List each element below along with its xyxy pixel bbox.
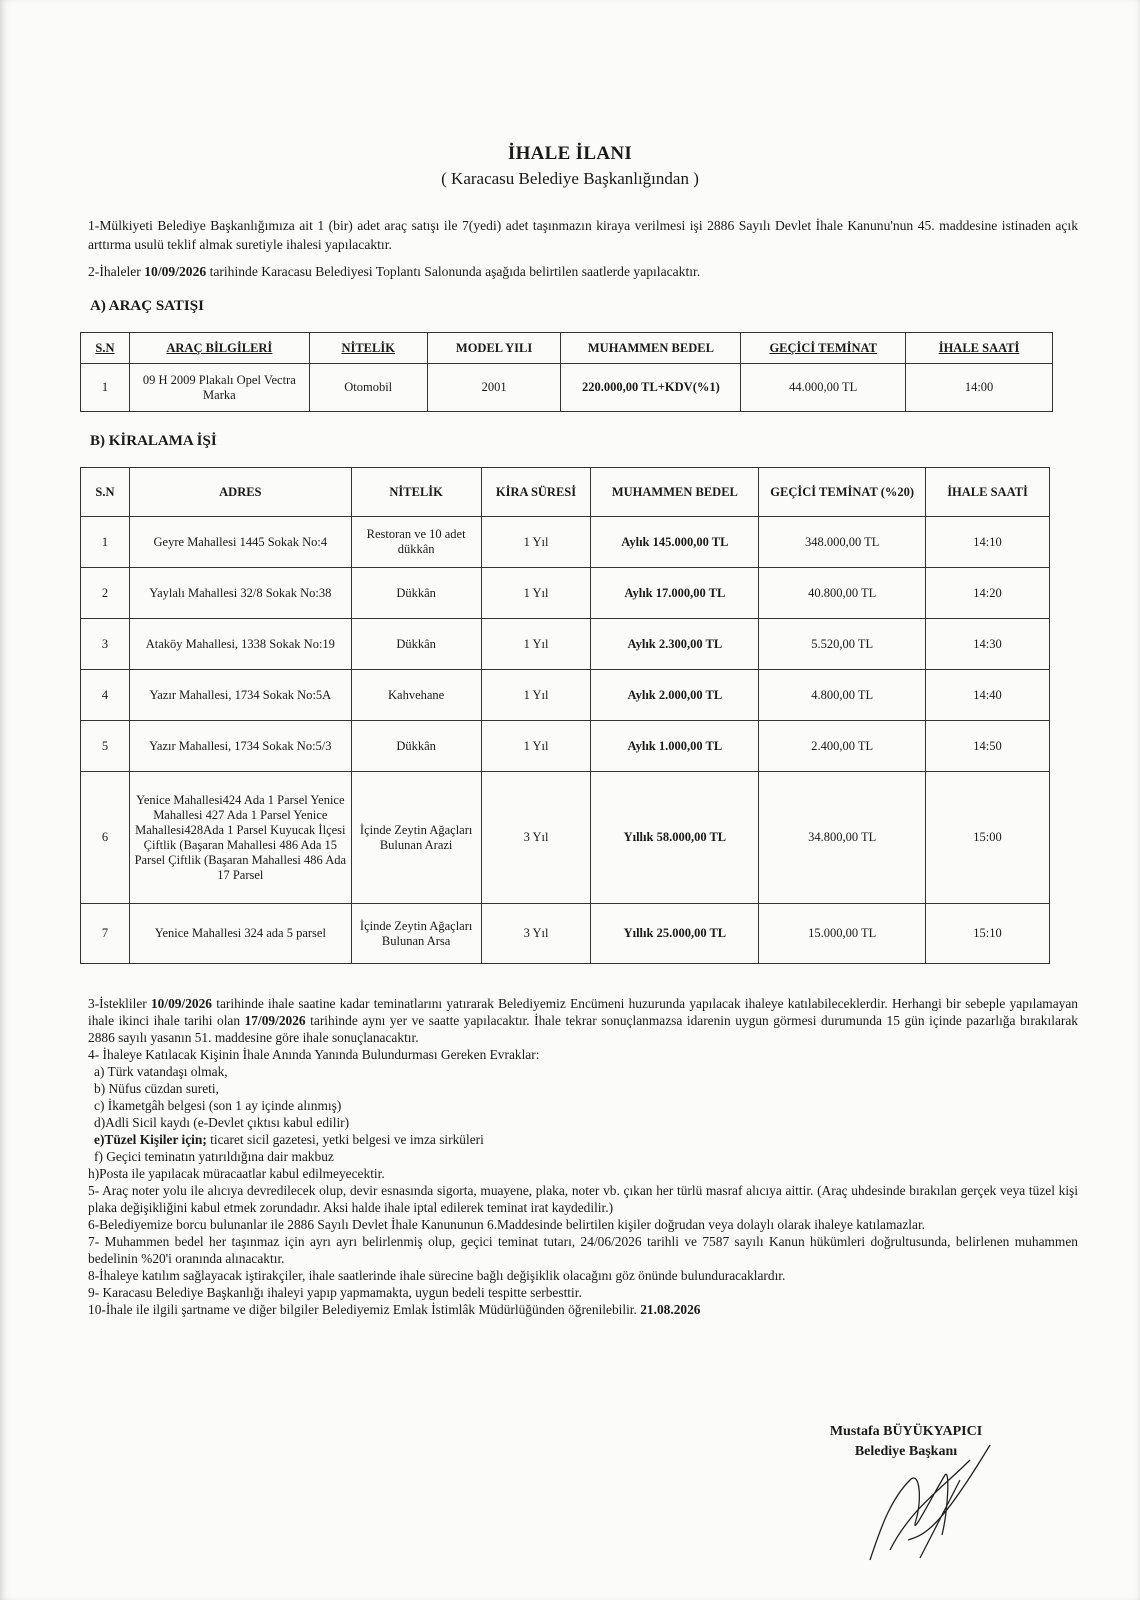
rental-table (80, 467, 1050, 964)
cell-deposit: 348.000,00 TL (759, 517, 926, 568)
cell-time: 15:10 (926, 904, 1050, 964)
cell-estimated-price: Aylık 2.300,00 TL (591, 619, 759, 670)
intro-p2-suffix: tarihinde Karacasu Belediyesi Toplantı Salonunda aşağıda belirtilen saatlerde yapılacaktır. (206, 264, 701, 279)
cell-deposit: 40.800,00 TL (759, 568, 926, 619)
column-header: ADRES (129, 468, 351, 517)
term-3-b: tarihinde ihale saatine kadar teminatlarını yatırarak Belediyemiz Encümeni huzurunda yapılacak ihaleye katılabileceklerdir. Herhangi bir sebeple yapılamayan ihale ikinci ihale tarihi olan (88, 996, 1078, 1028)
cell-nitelik: Dükkân (351, 619, 481, 670)
cell-sn: 2 (81, 568, 130, 619)
table-header-row (81, 468, 1050, 517)
cell-deposit: 4.800,00 TL (759, 670, 926, 721)
doc-item-c: c) İkametgâh belgesi (son 1 ay içinde alınmış) (94, 1098, 342, 1113)
cell-address: Yenice Mahallesi424 Ada 1 Parsel Yenice Mahallesi 427 Ada 1 Parsel Yenice Mahallesi428Ada 1 Parsel Kuyucak İlçesi Çiftlik (Başaran Mahallesi 486 Ada 15 Parsel Çiftlik (Başaran Mahallesi 486 Ada 17 Parsel (129, 772, 351, 904)
cell-estimated-price: Aylık 1.000,00 TL (591, 721, 759, 772)
table-row (81, 772, 1050, 904)
column-header: NİTELİK (351, 468, 481, 517)
cell-duration: 1 Yıl (481, 670, 591, 721)
cell-sn: 6 (81, 772, 130, 904)
cell-estimated-price: Aylık 17.000,00 TL (591, 568, 759, 619)
section-a-heading: A) ARAÇ SATIŞI (90, 298, 204, 314)
cell-deposit: 5.520,00 TL (759, 619, 926, 670)
signatory-role: Belediye Başkanı (854, 1444, 958, 1459)
cell-sn: 1 (81, 517, 130, 568)
cell-model-year: 2001 (427, 364, 561, 412)
column-header: MODEL YILI (427, 333, 561, 364)
column-header: MUHAMMEN BEDEL (561, 333, 741, 364)
cell-address: Yenice Mahallesi 324 ada 5 parsel (129, 904, 351, 964)
cell-deposit: 34.800,00 TL (759, 772, 926, 904)
handwritten-signature (850, 1440, 1010, 1570)
term-3 (88, 995, 1078, 1046)
cell-address: Geyre Mahallesi 1445 Sokak No:4 (129, 517, 351, 568)
cell-estimated-price: Aylık 145.000,00 TL (591, 517, 759, 568)
term-9: 9- Karacasu Belediye Başkanlığı ihaleyi yapıp yapmamakta, uygun bedeli tespitte serbesttir. (88, 1285, 582, 1300)
term-3-date1: 10/09/2026 (150, 996, 212, 1011)
table-row (81, 619, 1050, 670)
cell-time: 14:30 (926, 619, 1050, 670)
table-row (81, 568, 1050, 619)
intro-p2-date: 10/09/2026 (144, 264, 207, 279)
doc-item-h: h)Posta ile yapılacak müracaatlar kabul edilmeyecektir. (88, 1166, 385, 1181)
table-row (81, 904, 1050, 964)
term-4: 4- İhaleye Katılacak Kişinin İhale Anında Yanında Bulundurması Gereken Evraklar: (88, 1047, 540, 1062)
doc-item-d: d)Adli Sicil kaydı (e-Devlet çıktısı kabul edilir) (94, 1115, 350, 1130)
page-title: İHALE İLANI (507, 143, 633, 164)
term-3-date2: 17/09/2026 (244, 1013, 306, 1028)
terms-section (88, 995, 1078, 1318)
vehicle-sale-table (80, 332, 1053, 412)
table-row (81, 670, 1050, 721)
column-header: ARAÇ BİLGİLERİ (129, 333, 309, 364)
cell-sn: 3 (81, 619, 130, 670)
cell-nitelik: Dükkân (351, 721, 481, 772)
page-subtitle: ( Karacasu Belediye Başkanlığından ) (441, 169, 699, 188)
cell-time: 14:00 (906, 364, 1053, 412)
doc-item-f: f) Geçici teminatın yatırıldığına dair makbuz (94, 1149, 334, 1164)
cell-nitelik: Kahvehane (351, 670, 481, 721)
cell-time: 14:10 (926, 517, 1050, 568)
cell-nitelik: Dükkân (351, 568, 481, 619)
cell-estimated-price: 220.000,00 TL+KDV(%1) (561, 364, 741, 412)
cell-estimated-price: Yıllık 25.000,00 TL (591, 904, 759, 964)
column-header: S.N (81, 468, 130, 517)
term-3-c: tarihinde aynı yer ve saatte yapılacaktır. İhale tekrar sonuçlanmazsa idarenin uygun görmesi durumunda 15 gün içinde pazarlığa bırakılarak 2886 sayılı yasanın 51. maddesine göre ihale sonuçlanacaktır. (88, 1013, 1078, 1045)
cell-nitelik: Otomobil (309, 364, 427, 412)
intro-paragraph-1: 1-Mülkiyeti Belediye Başkanlığımıza ait 1 (bir) adet araç satışı ile 7(yedi) adet taşınmazın kiraya verilmesi işi 2886 Sayılı Devlet İhale Kanunu'nun 45. maddesine istinaden açık arttırma usulü teklif almak suretiyle ihalesi yapılacaktır. (88, 218, 1078, 252)
signatory-name: Mustafa BÜYÜKYAPICI (829, 1424, 983, 1439)
table-row (81, 517, 1050, 568)
cell-time: 15:00 (926, 772, 1050, 904)
term-5: 5- Araç noter yolu ile alıcıya devredilecek olup, devir esnasında sigorta, muayene, plaka, noter vb. çıkan her türlü masraf alıcıya aittir. (Araç uhdesinde bırakılan gerçek veya tüzel kişi plaka değişikliğini kabul etmek zorundadır. Aksi halde ihale iptal edilerek teminat irat kaydedilir.) (88, 1183, 1078, 1215)
term-10-text: 10-İhale ile ilgili şartname ve diğer bilgiler Belediyemiz Emlak İstimlâk Müdürlüğünden öğrenilebilir. (88, 1302, 641, 1317)
cell-sn: 5 (81, 721, 130, 772)
term-8: 8-İhaleye katılım sağlayacak iştirakçiler, ihale saatlerinde ihale sürecine bağlı değişiklik olacağını göz önünde bulunduracaklardır. (88, 1268, 786, 1283)
cell-deposit: 15.000,00 TL (759, 904, 926, 964)
cell-nitelik: İçinde Zeytin Ağaçları Bulunan Arazi (351, 772, 481, 904)
doc-item-e-bold: e)Tüzel Kişiler için; (94, 1132, 207, 1147)
term-10-date: 21.08.2026 (640, 1302, 701, 1317)
cell-duration: 1 Yıl (481, 517, 591, 568)
column-header: GEÇİCİ TEMİNAT (%20) (759, 468, 926, 517)
term-6: 6-Belediyemize borcu bulunanlar ile 2886 Sayılı Devlet İhale Kanununun 6.Maddesinde belirtilen kişiler doğrudan veya dolaylı olarak ihaleye katılamazlar. (88, 1217, 926, 1232)
doc-item-e (88, 1131, 1078, 1148)
column-header: NİTELİK (309, 333, 427, 364)
column-header: S.N (81, 333, 130, 364)
cell-deposit: 44.000,00 TL (741, 364, 906, 412)
column-header: İHALE SAATİ (926, 468, 1050, 517)
cell-estimated-price: Aylık 2.000,00 TL (591, 670, 759, 721)
cell-sn: 1 (81, 364, 130, 412)
table-row (81, 721, 1050, 772)
cell-nitelik: İçinde Zeytin Ağaçları Bulunan Arsa (351, 904, 481, 964)
cell-duration: 1 Yıl (481, 568, 591, 619)
doc-item-e-rest: ticaret sicil gazetesi, yetki belgesi ve imza sirküleri (206, 1132, 484, 1147)
column-header: İHALE SAATİ (906, 333, 1053, 364)
cell-duration: 3 Yıl (481, 904, 591, 964)
cell-estimated-price: Yıllık 58.000,00 TL (591, 772, 759, 904)
cell-nitelik: Restoran ve 10 adet dükkân (351, 517, 481, 568)
cell-address: Yazır Mahallesi, 1734 Sokak No:5/3 (129, 721, 351, 772)
column-header: MUHAMMEN BEDEL (591, 468, 759, 517)
intro-paragraph-2 (88, 262, 1078, 281)
section-b-heading: B) KİRALAMA İŞİ (90, 433, 217, 449)
cell-duration: 1 Yıl (481, 721, 591, 772)
cell-time: 14:50 (926, 721, 1050, 772)
cell-duration: 1 Yıl (481, 619, 591, 670)
cell-address: Yazır Mahallesi, 1734 Sokak No:5A (129, 670, 351, 721)
cell-deposit: 2.400,00 TL (759, 721, 926, 772)
table-row (81, 364, 1053, 412)
cell-duration: 3 Yıl (481, 772, 591, 904)
doc-item-b: b) Nüfus cüzdan sureti, (94, 1081, 219, 1096)
column-header: GEÇİCİ TEMİNAT (741, 333, 906, 364)
intro-p2-prefix: 2-İhaleler (88, 264, 145, 279)
doc-item-a: a) Türk vatandaşı olmak, (94, 1064, 228, 1079)
cell-time: 14:20 (926, 568, 1050, 619)
cell-time: 14:40 (926, 670, 1050, 721)
term-10 (88, 1301, 1078, 1318)
table-header-row (81, 333, 1053, 364)
cell-sn: 4 (81, 670, 130, 721)
cell-address: Ataköy Mahallesi, 1338 Sokak No:19 (129, 619, 351, 670)
column-header: KİRA SÜRESİ (481, 468, 591, 517)
term-3-a: 3-İstekliler (88, 996, 151, 1011)
cell-address: Yaylalı Mahallesi 32/8 Sokak No:38 (129, 568, 351, 619)
term-7: 7- Muhammen bedel her taşınmaz için ayrı ayrı belirlenmiş olup, geçici teminat tutarı, 24/06/2026 tarihli ve 7587 sayılı Kanun hükümleri doğrultusunda, belirlenen muhammen bedelinin %20'i oranında alınacaktır. (88, 1234, 1078, 1266)
cell-sn: 7 (81, 904, 130, 964)
cell-vehicle-info: 09 H 2009 Plakalı Opel Vectra Marka (129, 364, 309, 412)
